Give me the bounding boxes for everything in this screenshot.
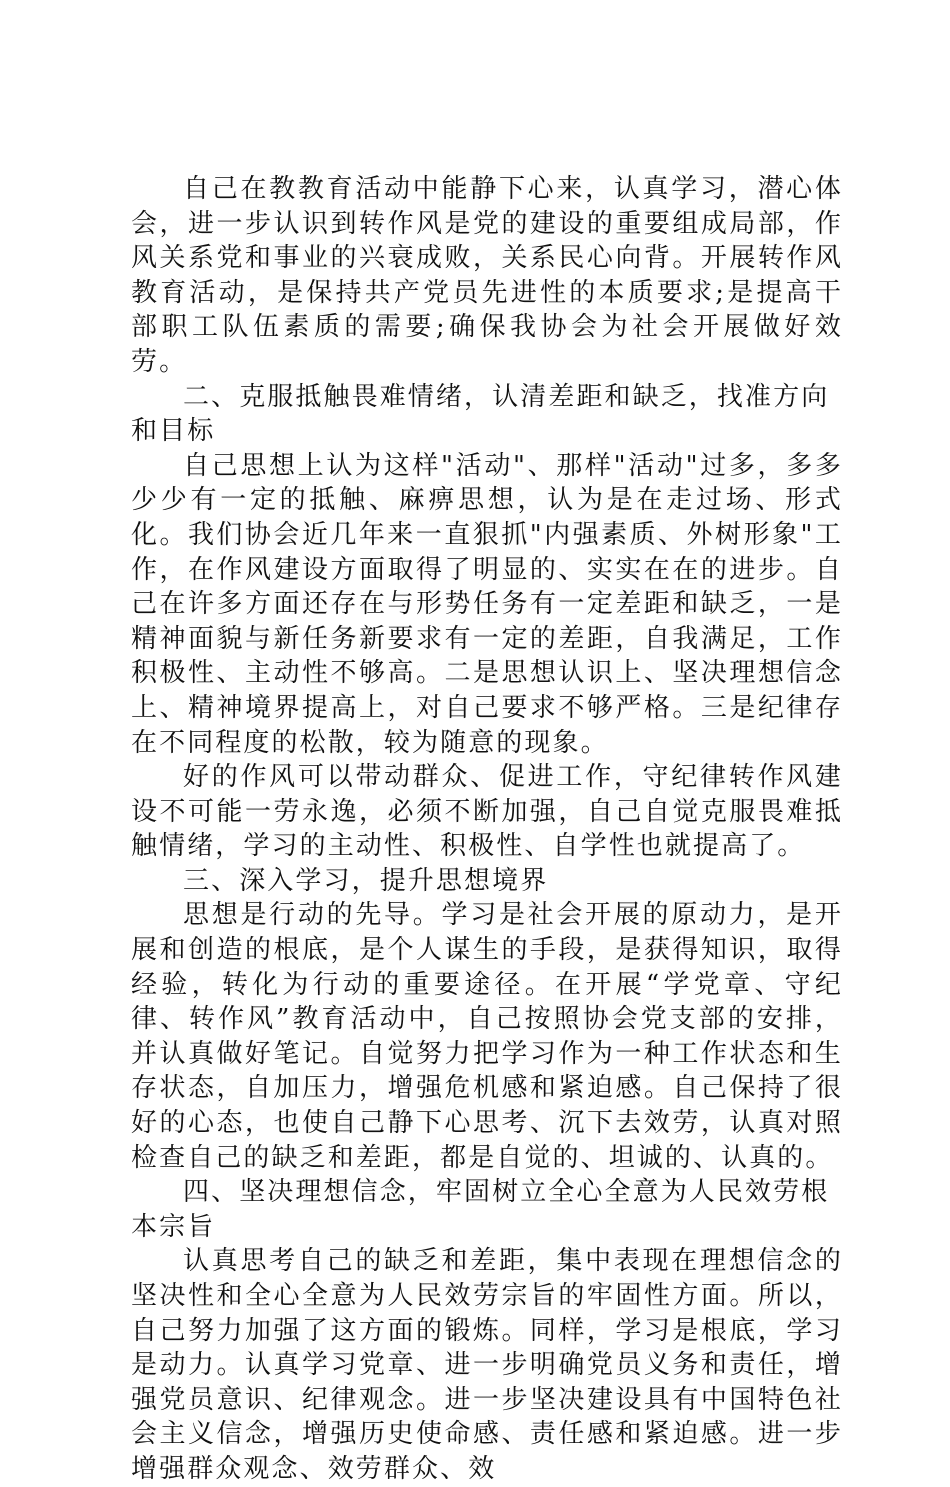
paragraph-section-2-continued: 好的作风可以带动群众、促进工作，守纪律转作风建设不可能一劳永逸，必须不断加强，自己自觉克服畏难抵触情绪，学习的主动性、积极性、自学性也就提高了。 xyxy=(131,762,843,862)
section-heading-4: 四、坚决理想信念，牢固树立全心全意为人民效劳根本宗旨 xyxy=(131,1177,830,1242)
paragraph-intro: 自己在教教育活动中能静下心来，认真学习，潜心体会，进一步认识到转作风是党的建设的重要组成局部，作风关系党和事业的兴衰成败，关系民心向背。开展转作风教育活动，是保持共产党员先进性的本质要求;是提高干部职工队伍素质的需要;确保我协会为社会开展做好效劳。 xyxy=(131,174,843,377)
document-page xyxy=(131,172,843,1487)
section-heading-2: 二、克服抵触畏难情绪，认清差距和缺乏，找准方向和目标 xyxy=(131,381,830,447)
paragraph-section-4: 认真思考自己的缺乏和差距，集中表现在理想信念的坚决性和全心全意为人民效劳宗旨的牢固性方面。所以，自己努力加强了这方面的锻炼。同样，学习是根底，学习是动力。认真学习党章、进一步明确党员义务和责任，增强党员意识、纪律观念。进一步坚决建设具有中国特色社会主义信念，增强历史使命感、责任感和紧迫感。进一步增强群众观念、效劳群众、效 xyxy=(131,1246,843,1484)
paragraph-section-2: 自己思想上认为这样"活动"、那样"活动"过多，多多少少有一定的抵触、麻痹思想，认为是在走过场、形式化。我们协会近几年来一直狠抓"内强素质、外树形象"工作，在作风建设方面取得了明显的、实实在在的进步。自己在许多方面还存在与形势任务有一定差距和缺乏，一是精神面貌与新任务新要求有一定的差距，自我满足，工作积极性、主动性不够高。二是思想认识上、坚决理想信念上、精神境界提高上，对自己要求不够严格。三是纪律存在不同程度的松散，较为随意的现象。 xyxy=(131,450,843,758)
section-heading-3: 三、深入学习，提升思想境界 xyxy=(183,865,549,896)
paragraph-section-3: 思想是行动的先导。学习是社会开展的原动力，是开展和创造的根底，是个人谋生的手段，是获得知识，取得经验，转化为行动的重要途径。在开展“学党章、守纪律、转作风”教育活动中，自己按照协会党支部的安排，并认真做好笔记。自觉努力把学习作为一种工作状态和生存状态，自加压力，增强危机感和紧迫感。自己保持了很好的心态，也使自己静下心思考、沉下去效劳，认真对照检查自己的缺乏和差距，都是自觉的、坦诚的、认真的。 xyxy=(131,900,843,1173)
